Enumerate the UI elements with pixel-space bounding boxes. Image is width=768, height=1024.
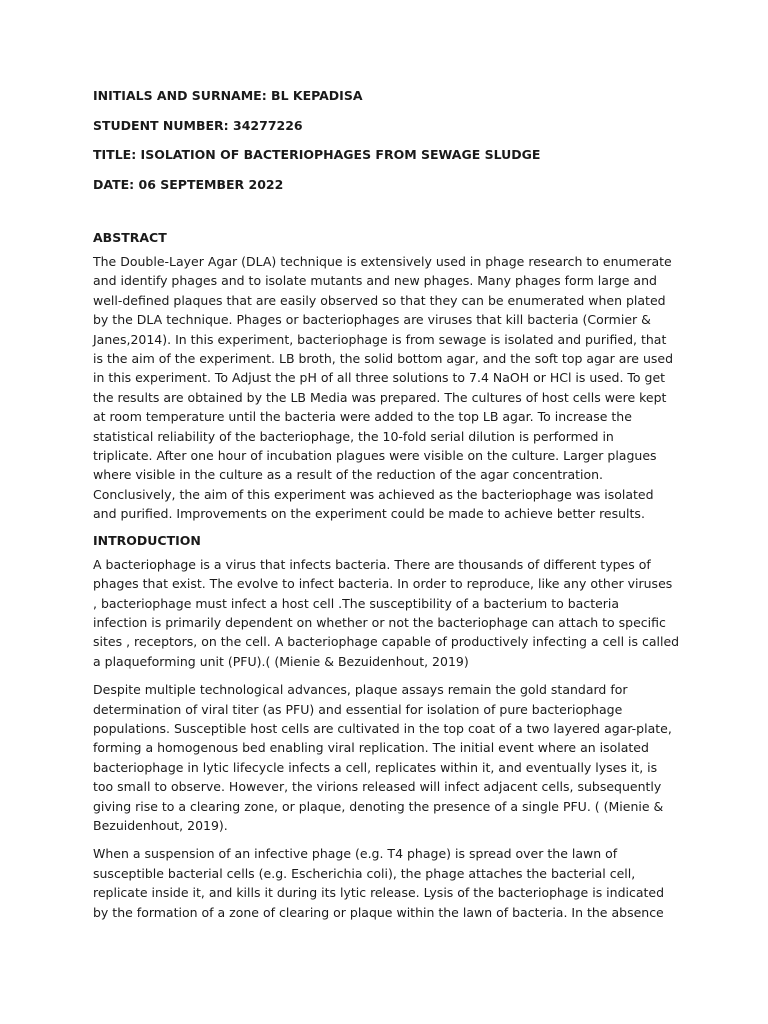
text-line: giving rise to a clearing zone, or plaque, denoting the presence of a single PFU. ( (Mienie &	[93, 798, 664, 814]
text-line: is the aim of the experiment. LB broth, the solid bottom agar, and the soft top agar are used	[93, 351, 673, 367]
text-line: the results are obtained by the LB Media was prepared. The cultures of host cells were kept	[93, 389, 667, 405]
text-line: replicate inside it, and kills it during its lytic release. Lysis of the bacteriophage is indicated	[93, 885, 665, 901]
text-line: phages that exist. The evolve to infect bacteria. In order to reproduce, like any other viruses	[93, 576, 673, 592]
text-line: When a suspension of an infective phage (e.g. T4 phage) is spread over the lawn of	[93, 846, 618, 862]
text-line: statistical reliability of the bacteriophage, the 10-fold serial dilution is performed in	[93, 428, 614, 444]
text-line: populations. Susceptible host cells are cultivated in the top coat of a two layered agar-plate,	[93, 720, 672, 736]
text-line: triplicate. After one hour of incubation plagues were visible on the culture. Larger plagues	[93, 448, 657, 464]
initials-surname: INITIALS AND SURNAME: BL KEPADISA	[93, 88, 363, 103]
spacer	[93, 206, 678, 230]
text-line: infection is primarily dependent on whether or not the bacteriophage can attach to specific	[93, 614, 666, 630]
introduction-heading: INTRODUCTION	[93, 532, 201, 548]
text-line: well-defined plaques that are easily observed so that they can be enumerated when plated	[93, 292, 666, 308]
text-line: susceptible bacterial cells (e.g. Escherichia coli), the phage attaches the bacterial cell,	[93, 865, 636, 881]
text-line: Janes,2014). In this experiment, bacteriophage is from sewage is isolated and purified, that	[93, 331, 667, 347]
abstract-paragraph	[93, 252, 678, 524]
student-number: STUDENT NUMBER: 34277226	[93, 117, 303, 133]
text-line: determination of viral titer (as PFU) and essential for isolation of pure bacteriophage	[93, 701, 623, 717]
introduction-paragraph-1	[93, 555, 678, 671]
text-line: forming a homogenous bed enabling viral replication. The initial event where an isolated	[93, 740, 649, 756]
text-line: , bacteriophage must infect a host cell .The susceptibility of a bacterium to bacteria	[93, 595, 620, 611]
introduction-paragraph-2	[93, 680, 678, 835]
introduction-paragraph-3	[93, 844, 678, 922]
text-line: where visible in the culture as a result of the reduction of the agar concentration.	[93, 467, 604, 483]
abstract-heading: ABSTRACT	[93, 230, 167, 245]
report-title: TITLE: ISOLATION OF BACTERIOPHAGES FROM SEWAGE SLUDGE	[93, 147, 541, 162]
report-date: DATE: 06 SEPTEMBER 2022	[93, 176, 284, 192]
text-line: in this experiment. To Adjust the pH of all three solutions to 7.4 NaOH or HCl is used. To get	[93, 370, 666, 386]
text-line: Bezuidenhout, 2019).	[93, 817, 228, 833]
text-line: Despite multiple technological advances, plaque assays remain the gold standard for	[93, 682, 628, 698]
text-line: A bacteriophage is a virus that infects bacteria. There are thousands of different types of	[93, 556, 651, 572]
text-line: Conclusively, the aim of this experiment was achieved as the bacteriophage was isolated	[93, 486, 654, 502]
text-line: by the DLA technique. Phages or bacteriophages are viruses that kill bacteria (Cormier &	[93, 312, 651, 328]
text-line: too small to observe. However, the virions released will infect adjacent cells, subsequently	[93, 779, 662, 795]
text-line: and purified. Improvements on the experiment could be made to achieve better results.	[93, 506, 645, 522]
text-line: sites , receptors, on the cell. A bacteriophage capable of productively infecting a cell is called	[93, 634, 680, 650]
text-line: and identify phages and to isolate mutants and new phages. Many phages form large and	[93, 273, 657, 289]
text-line: bacteriophage in lytic lifecycle infects a cell, replicates within it, and eventually lyses it, is	[93, 759, 658, 775]
text-line: a plaqueforming unit (PFU).( (Mienie & Bezuidenhout, 2019)	[93, 653, 469, 669]
text-line: by the formation of a zone of clearing or plaque within the lawn of bacteria. In the absence	[93, 904, 664, 920]
text-line: The Double-Layer Agar (DLA) technique is extensively used in phage research to enumerate	[93, 254, 672, 269]
document-page	[93, 88, 678, 931]
text-line: at room temperature until the bacteria were added to the top LB agar. To increase the	[93, 409, 632, 425]
